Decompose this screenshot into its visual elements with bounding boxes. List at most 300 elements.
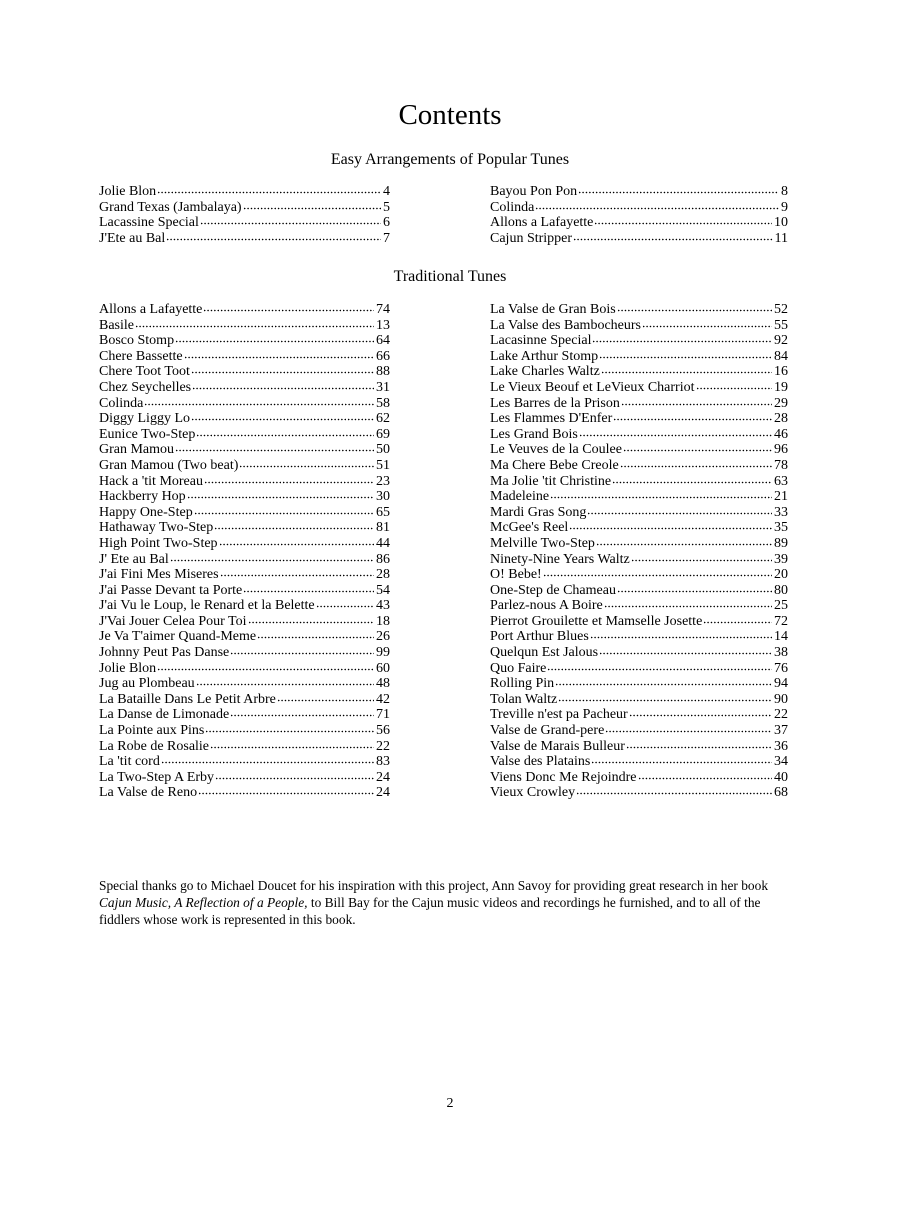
toc-entry-page: 23 (376, 473, 390, 489)
toc-entry (490, 489, 788, 505)
dot-leader (257, 636, 374, 639)
toc-entry-page: 22 (774, 707, 788, 723)
toc-entry-title: J'Vai Jouer Celea Pour Toi (99, 613, 247, 629)
toc-entry-title: La Robe de Rosalie (99, 738, 210, 754)
toc-entry-title: Melville Two-Step (490, 535, 595, 551)
dot-leader (194, 512, 374, 515)
toc-entry (99, 739, 390, 755)
toc-entry-title: La Valse de Reno (99, 785, 198, 801)
toc-entry-page: 96 (774, 442, 788, 458)
toc-entry (490, 739, 788, 755)
toc-entry (490, 754, 788, 770)
dot-leader (166, 238, 381, 241)
dot-leader (248, 621, 375, 624)
toc-entry (490, 629, 788, 645)
toc-entry-page: 29 (774, 395, 788, 411)
toc-entry-title: Allons a Lafayette (490, 215, 594, 231)
toc-entry (490, 333, 788, 349)
dot-leader (200, 222, 381, 225)
toc-entry-page: 81 (376, 520, 390, 536)
acknowledgment-text-start: Special thanks go to Michael Doucet for his inspiration with this project, Ann Savoy for providing great research in her book (99, 878, 769, 893)
toc-entry (490, 302, 788, 318)
toc-entry-title: Vieux Crowley (490, 785, 576, 801)
page-number: 2 (446, 1096, 454, 1111)
toc-entry-title: Ma Chere Bebe Creole (490, 457, 619, 473)
dot-leader (192, 387, 374, 390)
dot-leader (191, 418, 374, 421)
toc-entry-page: 55 (774, 317, 788, 333)
dot-leader (277, 699, 374, 702)
toc-entry (99, 380, 390, 396)
toc-entry (99, 614, 390, 630)
toc-entry (490, 231, 788, 247)
toc-entry (99, 770, 390, 786)
toc-entry-title: Hack a 'tit Moreau (99, 473, 203, 489)
toc-column-easy-left (99, 184, 390, 246)
dot-leader (157, 668, 374, 671)
toc-entry-title: La Bataille Dans Le Petit Arbre (99, 691, 276, 707)
toc-entry-title: Hathaway Two-Step (99, 520, 214, 536)
dot-leader (243, 590, 374, 593)
toc-entry-page: 31 (376, 379, 390, 395)
toc-entry-page: 48 (376, 676, 390, 692)
toc-entry (99, 629, 390, 645)
book-title: Cajun Music, A Reflection of a People, (99, 895, 308, 910)
toc-entry-title: Tolan Waltz (490, 691, 558, 707)
toc-entry (99, 427, 390, 443)
toc-entry-page: 65 (376, 504, 390, 520)
dot-leader (144, 403, 374, 406)
dot-leader (187, 496, 374, 499)
toc-entry (99, 396, 390, 412)
dot-leader (175, 340, 374, 343)
toc-entry-title: Happy One-Step (99, 504, 193, 520)
toc-entry-page: 8 (781, 184, 788, 199)
toc-entry (99, 505, 390, 521)
toc-entry-page: 34 (774, 754, 788, 770)
toc-entry-title: Le Vieux Beouf et LeVieux Charriot (490, 379, 695, 395)
toc-entry-title: Johnny Peut Pas Danse (99, 645, 230, 661)
toc-entry-title: Ninety-Nine Years Waltz (490, 551, 630, 567)
toc-entry-title: Rolling Pin (490, 676, 555, 692)
toc-entry-page: 94 (774, 676, 788, 692)
toc-entry-title: Colinda (99, 395, 144, 411)
toc-entry-title: High Point Two-Step (99, 535, 218, 551)
toc-entry-title: La Valse des Bambocheurs (490, 317, 641, 333)
toc-entry-title: Bayou Pon Pon (490, 184, 578, 199)
toc-entry (99, 520, 390, 536)
toc-entry (490, 442, 788, 458)
toc-entry-page: 58 (376, 395, 390, 411)
toc-entry (99, 707, 390, 723)
page-title: Contents (398, 99, 502, 131)
toc-entry (99, 536, 390, 552)
toc-entry (99, 364, 390, 380)
toc-entry-page: 66 (376, 348, 390, 364)
toc-entry-page: 84 (774, 348, 788, 364)
toc-entry-page: 56 (376, 723, 390, 739)
toc-entry (99, 474, 390, 490)
dot-leader (599, 652, 772, 655)
toc-entry-page: 71 (376, 707, 390, 723)
toc-entry-title: Valse des Platains (490, 754, 591, 770)
toc-entry-page: 44 (376, 535, 390, 551)
dot-leader (642, 325, 772, 328)
toc-entry-page: 10 (774, 215, 788, 231)
toc-entry-page: 24 (376, 769, 390, 785)
toc-entry (490, 474, 788, 490)
toc-entry-title: Basile (99, 317, 134, 333)
dot-leader (543, 574, 772, 577)
toc-entry-title: Lake Arthur Stomp (490, 348, 599, 364)
toc-entry-page: 26 (376, 629, 390, 645)
toc-entry-page: 14 (774, 629, 788, 645)
toc-entry-page: 99 (376, 645, 390, 661)
toc-entry-page: 37 (774, 723, 788, 739)
dot-leader (617, 590, 772, 593)
toc-entry (99, 302, 390, 318)
toc-entry (99, 692, 390, 708)
toc-entry-title: Jug au Plombeau (99, 676, 195, 692)
dot-leader (620, 465, 772, 468)
toc-entry (99, 184, 390, 200)
toc-entry (99, 333, 390, 349)
toc-entry (490, 614, 788, 630)
toc-entry-title: Eunice Two-Step (99, 426, 196, 442)
dot-leader (196, 683, 374, 686)
dot-leader (550, 496, 772, 499)
toc-entry-title: Les Barres de la Prison (490, 395, 620, 411)
toc-entry-page: 72 (774, 613, 788, 629)
toc-entry-title: Jolie Blon (99, 660, 157, 676)
toc-entry-page: 88 (376, 364, 390, 380)
toc-entry (99, 598, 390, 614)
toc-entry-title: La Valse de Gran Bois (490, 302, 616, 317)
toc-entry (490, 200, 788, 216)
toc-entry (99, 723, 390, 739)
toc-entry-page: 92 (774, 333, 788, 349)
toc-entry (490, 785, 788, 801)
toc-entry (490, 770, 788, 786)
toc-entry-page: 18 (376, 613, 390, 629)
toc-entry-title: La Pointe aux Pins (99, 723, 205, 739)
toc-entry (99, 489, 390, 505)
toc-entry-page: 83 (376, 754, 390, 770)
toc-entry-page: 39 (774, 551, 788, 567)
dot-leader (601, 371, 772, 374)
dot-leader (573, 238, 772, 241)
toc-entry-title: Mardi Gras Song (490, 504, 587, 520)
toc-entry-title: J'Ete au Bal (99, 230, 166, 246)
dot-leader (617, 309, 772, 312)
toc-entry-page: 7 (383, 230, 390, 246)
toc-entry-page: 74 (376, 302, 390, 317)
toc-entry (99, 349, 390, 365)
toc-entry-title: La Two-Step A Erby (99, 769, 215, 785)
toc-entry (490, 349, 788, 365)
toc-entry (99, 583, 390, 599)
toc-entry (99, 785, 390, 801)
dot-leader (204, 481, 374, 484)
toc-entry-title: Les Flammes D'Enfer (490, 411, 613, 427)
toc-entry-title: Je Va T'aimer Quand-Meme (99, 629, 257, 645)
toc-entry (490, 318, 788, 334)
dot-leader (592, 340, 772, 343)
toc-entry-title: Bosco Stomp (99, 333, 175, 349)
toc-entry (490, 661, 788, 677)
toc-entry-title: Quo Faire (490, 660, 547, 676)
dot-leader (612, 481, 772, 484)
toc-entry-title: McGee's Reel (490, 520, 569, 536)
toc-column-traditional-right (490, 302, 788, 801)
dot-leader (631, 559, 772, 562)
toc-entry-title: Pierrot Grouilette et Mamselle Josette (490, 613, 703, 629)
dot-leader (555, 683, 772, 686)
toc-entry-title: Ma Jolie 'tit Christine (490, 473, 612, 489)
toc-entry-page: 76 (774, 660, 788, 676)
toc-entry (490, 215, 788, 231)
dot-leader (161, 761, 374, 764)
toc-entry (99, 200, 390, 216)
dot-leader (638, 777, 772, 780)
dot-leader (219, 543, 374, 546)
toc-entry-title: J'ai Fini Mes Miseres (99, 567, 219, 583)
dot-leader (157, 191, 381, 194)
toc-entry-title: Diggy Liggy Lo (99, 411, 190, 427)
acknowledgment-text-end: to Bill Bay for the Cajun music videos and recordings he furnished, and to all of the fiddlers whose work is represented in this book. (99, 895, 761, 927)
toc-entry-page: 24 (376, 785, 390, 801)
toc-entry (490, 583, 788, 599)
toc-entry-page: 89 (774, 535, 788, 551)
dot-leader (594, 222, 772, 225)
toc-entry-title: Chere Toot Toot (99, 364, 190, 380)
toc-entry-title: Port Arthur Blues (490, 629, 589, 645)
toc-entry-page: 51 (376, 457, 390, 473)
toc-entry-page: 30 (376, 489, 390, 505)
toc-entry-page: 52 (774, 302, 788, 317)
toc-entry (99, 567, 390, 583)
toc-entry-page: 4 (383, 184, 390, 199)
toc-entry (99, 661, 390, 677)
toc-entry-title: Lacasinne Special (490, 333, 592, 349)
toc-entry-page: 33 (774, 504, 788, 520)
toc-entry (99, 231, 390, 247)
dot-leader (626, 746, 772, 749)
toc-entry-page: 50 (376, 442, 390, 458)
dot-leader (569, 527, 772, 530)
dot-leader (230, 652, 374, 655)
toc-entry-page: 60 (376, 660, 390, 676)
toc-entry-page: 54 (376, 582, 390, 598)
toc-entry-title: Valse de Grand-pere (490, 723, 605, 739)
toc-entry-title: Allons a Lafayette (99, 302, 203, 317)
toc-entry-page: 62 (376, 411, 390, 427)
dot-leader (579, 434, 772, 437)
dot-leader (210, 746, 374, 749)
dot-leader (535, 207, 779, 210)
dot-leader (576, 792, 772, 795)
dot-leader (316, 605, 374, 608)
toc-entry-page: 46 (774, 426, 788, 442)
toc-entry-page: 78 (774, 457, 788, 473)
dot-leader (547, 668, 772, 671)
dot-leader (591, 761, 772, 764)
toc-entry (490, 427, 788, 443)
dot-leader (203, 309, 374, 312)
toc-entry-title: Les Grand Bois (490, 426, 578, 442)
toc-entry-page: 9 (781, 199, 788, 215)
toc-entry-title: Chere Bassette (99, 348, 183, 364)
toc-entry-page: 13 (376, 317, 390, 333)
toc-entry (490, 380, 788, 396)
toc-entry-title: Lake Charles Waltz (490, 364, 600, 380)
toc-entry (490, 676, 788, 692)
dot-leader (184, 356, 374, 359)
toc-entry-title: Quelqun Est Jalous (490, 645, 599, 661)
dot-leader (599, 356, 772, 359)
toc-entry-page: 22 (376, 738, 390, 754)
toc-entry (99, 442, 390, 458)
toc-entry-page: 43 (376, 598, 390, 614)
dot-leader (604, 605, 772, 608)
toc-entry-title: Lacassine Special (99, 215, 199, 231)
toc-entry-page: 11 (774, 230, 788, 246)
dot-leader (135, 325, 374, 328)
toc-entry-page: 21 (774, 489, 788, 505)
toc-entry (490, 411, 788, 427)
toc-entry-title: Le Veuves de la Coulee (490, 442, 622, 458)
toc-entry (99, 215, 390, 231)
dot-leader (621, 403, 772, 406)
dot-leader (696, 387, 773, 390)
toc-entry-page: 36 (774, 738, 788, 754)
toc-entry (490, 536, 788, 552)
toc-entry-page: 5 (383, 199, 390, 215)
toc-entry-title: Grand Texas (Jambalaya) (99, 199, 242, 215)
toc-entry-page: 86 (376, 551, 390, 567)
dot-leader (220, 574, 374, 577)
toc-entry-page: 28 (774, 411, 788, 427)
toc-entry (99, 676, 390, 692)
toc-entry-page: 28 (376, 567, 390, 583)
toc-entry-title: J' Ete au Bal (99, 551, 169, 567)
toc-entry (99, 552, 390, 568)
toc-entry-page: 63 (774, 473, 788, 489)
dot-leader (623, 449, 772, 452)
dot-leader (587, 512, 772, 515)
toc-entry-title: La Danse de Limonade (99, 707, 230, 723)
toc-entry-title: Valse de Marais Bulleur (490, 738, 625, 754)
toc-entry (490, 723, 788, 739)
toc-entry-title: Treville n'est pa Pacheur (490, 707, 628, 723)
dot-leader (198, 792, 374, 795)
dot-leader (605, 730, 772, 733)
dot-leader (214, 527, 374, 530)
toc-entry-title: La 'tit cord (99, 754, 160, 770)
toc-entry-page: 40 (774, 769, 788, 785)
toc-entry-page: 68 (774, 785, 788, 801)
toc-entry (99, 645, 390, 661)
toc-entry-title: One-Step de Chameau (490, 582, 616, 598)
toc-entry-page: 35 (774, 520, 788, 536)
toc-entry (490, 567, 788, 583)
dot-leader (239, 465, 374, 468)
section-heading-easy: Easy Arrangements of Popular Tunes (330, 151, 570, 168)
dot-leader (205, 730, 374, 733)
toc-entry-title: O! Bebe! (490, 567, 542, 583)
dot-leader (215, 777, 374, 780)
toc-entry-title: Viens Donc Me Rejoindre (490, 769, 637, 785)
toc-entry-title: J'ai Passe Devant ta Porte (99, 582, 243, 598)
toc-entry-title: Colinda (490, 199, 535, 215)
toc-entry (490, 692, 788, 708)
acknowledgment-paragraph (99, 877, 789, 928)
toc-entry (490, 707, 788, 723)
toc-column-easy-right (490, 184, 788, 246)
toc-entry-page: 6 (383, 215, 390, 231)
toc-entry (490, 598, 788, 614)
toc-entry (490, 505, 788, 521)
toc-entry-page: 80 (774, 582, 788, 598)
toc-entry (490, 396, 788, 412)
toc-entry-page: 25 (774, 598, 788, 614)
toc-entry-title: J'ai Vu le Loup, le Renard et la Belette (99, 598, 315, 614)
toc-entry-page: 90 (774, 691, 788, 707)
toc-entry-page: 42 (376, 691, 390, 707)
toc-entry (99, 411, 390, 427)
toc-entry (490, 645, 788, 661)
toc-entry (490, 552, 788, 568)
toc-entry-title: Cajun Stripper (490, 230, 573, 246)
toc-entry-page: 64 (376, 333, 390, 349)
toc-entry-title: Madeleine (490, 489, 550, 505)
toc-entry (99, 754, 390, 770)
dot-leader (613, 418, 772, 421)
toc-entry-page: 20 (774, 567, 788, 583)
dot-leader (243, 207, 381, 210)
section-heading-traditional: Traditional Tunes (393, 268, 507, 285)
dot-leader (230, 714, 374, 717)
toc-entry-title: Parlez-nous A Boire (490, 598, 603, 614)
toc-entry (99, 318, 390, 334)
dot-leader (196, 434, 374, 437)
toc-entry-page: 19 (774, 379, 788, 395)
dot-leader (558, 699, 772, 702)
toc-entry-title: Gran Mamou (Two beat) (99, 457, 239, 473)
toc-entry (490, 364, 788, 380)
dot-leader (596, 543, 772, 546)
dot-leader (590, 636, 772, 639)
dot-leader (578, 191, 779, 194)
dot-leader (175, 449, 374, 452)
toc-entry-title: Gran Mamou (99, 442, 175, 458)
dot-leader (170, 559, 374, 562)
dot-leader (629, 714, 772, 717)
toc-entry-page: 16 (774, 364, 788, 380)
toc-entry-title: Chez Seychelles (99, 379, 192, 395)
toc-entry (490, 520, 788, 536)
toc-entry (490, 458, 788, 474)
toc-entry-page: 69 (376, 426, 390, 442)
dot-leader (703, 621, 772, 624)
toc-entry (490, 184, 788, 200)
toc-column-traditional-left (99, 302, 390, 801)
toc-entry-title: Jolie Blon (99, 184, 157, 199)
toc-entry-page: 38 (774, 645, 788, 661)
dot-leader (191, 371, 374, 374)
toc-entry-title: Hackberry Hop (99, 489, 186, 505)
toc-entry (99, 458, 390, 474)
